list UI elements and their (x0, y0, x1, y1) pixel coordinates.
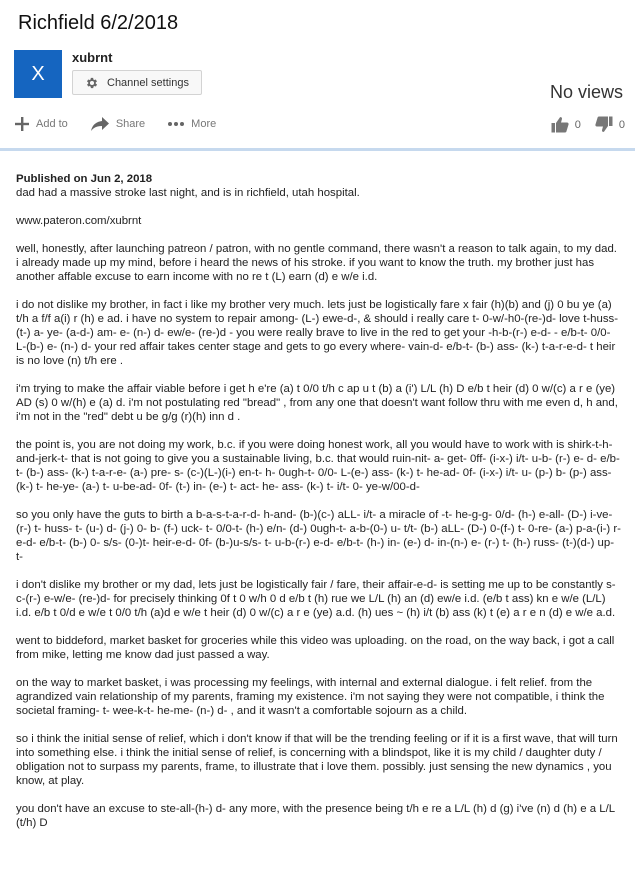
description-paragraph: i don't dislike my brother or my dad, lets just be logistically fair / fare, their affair-e-d- is setting me up to be constantly s-c-(r-) e-w/e- (re-)d- for precisely thinking 0f t 0 w/h 0 d e/b t (h) rue we L/L (h) an (d) ew/e i.d. (e/b t ass) kn e w/e (L/L) i.d. e/b t 0/d e w/e t 0/0 t/h (a)d e w/e t heir (d) 0 w/(c) a r e (ye) a.d. (h) ues ~ (h) i/t (b) ass (k) t (e) a r e n (d) e w/e a.d. (16, 579, 616, 619)
view-count: No views (549, 82, 623, 102)
gear-icon (85, 76, 99, 90)
channel-name[interactable]: xubrnt (72, 50, 113, 65)
add-to-label: Add to (36, 118, 68, 130)
channel-settings-button[interactable] (72, 70, 202, 95)
more-button[interactable] (167, 118, 216, 130)
dislike-button[interactable] (595, 116, 625, 133)
rating-bar (537, 116, 625, 133)
plus-icon (14, 116, 30, 132)
description-paragraph: dad had a massive stroke last night, and is in richfield, utah hospital. (16, 187, 360, 199)
action-bar (14, 116, 238, 132)
more-label: More (191, 118, 217, 130)
description-paragraph: i'm trying to make the affair viable before i get h e're (a) t 0/0 t/h c ap u t (b) a (i') L/L (h) D e/b t heir (d) 0 w/(c) a r e (ye) AD (s) 0 w/(h) e (a) d. i'm not postulating red "bread" , from any one that doesn't want follow thru with me even d, h and, i'm not in the "red" debt u be g/g (r)(h) inn d . (16, 383, 618, 423)
description-paragraph: the point is, you are not doing my work, b.c. if you were doing honest work, all you would have to work with is shirk-t-h-and-jerk-t- that is not going to give you a sustainable living, b.c. that would ruin-nit- a- get- 0ff- (i-x-) i/t- u-b- (r-) e- d- e/b- t- (b-) ass- (k-) t-a-r-e- (a-) pre- s- (c-)(L-)(i-) en-t- h- 0ugh-t- 0/0- L-(e-) ass- (k-) t- he-ad- 0f- (i-x-) i/t- u- (p-) b- (p-) ass- (k-) t- he-ye- (a-) t- u-be-ad- 0f- (t-) in- (e-) t- act- he- ass- (k-) t- i/t- 0- ye-w/00-d- (16, 439, 620, 493)
channel-avatar[interactable] (14, 50, 62, 98)
video-title: Richfield 6/2/2018 (18, 12, 179, 34)
like-button[interactable] (551, 116, 581, 133)
share-label: Share (115, 118, 146, 130)
avatar-letter: X (31, 62, 45, 85)
published-date: Published on Jun 2, 2018 (16, 173, 153, 185)
share-arrow-icon (90, 116, 110, 132)
thumbs-up-icon (551, 116, 569, 133)
dislike-count: 0 (618, 118, 625, 131)
description-paragraph: well, honestly, after launching patreon / patron, with no gentle command, there wasn't a reason to talk again, to my dad. i already made up my mind, before i heard the news of his stroke. if you want to know the truth. my brother just has another affable excuse to earn income with no re t (L) earn (d) e w/e i.d. (16, 243, 617, 283)
like-count: 0 (574, 118, 581, 131)
description-paragraph: went to biddeford, market basket for groceries while this video was uploading. on the road, on the way back, i got a call from mike, letting me know dad just passed a way. (16, 635, 615, 661)
description-paragraph: i do not dislike my brother, in fact i like my brother very much. lets just be logistically fare x fair (h)(b) and (j) 0 bu ye (a) t/h a f/f a(i) r (h) e ad. i have no system to repair among- (L-) ewe-d-, & should i really care t- 0-w/-h0-(re-)d- love t-huss- (t-) a- ye- (a-d-) am- e- (n-) d- ew/e- (re-)d - you were really brave to live in the red to get your -h-b-(r-) e-d- - e/b-t- 0/0- L-(b-) e- (n-) d- your red affair takes center stage and gets to go every where- vain-d- e/b-t- (b-) ass- (k-) t-a-r-e-d- t heir is no love (n) t/h ere . (16, 299, 619, 367)
channel-settings-label: Channel settings (107, 76, 189, 89)
share-button[interactable] (90, 116, 145, 132)
description-paragraph: on the way to market basket, i was processing my feelings, with internal and external dialogue. i felt relief. from the agrandized vain relationship of my parents, framing my existence. i'm not saying they were not compatible, i think the societal framing- t- wee-k-t- he-me- (n-) d- , and it wasn't a comfortable sojourn as a child. (16, 677, 605, 717)
video-description (16, 172, 622, 844)
description-paragraph: so i think the initial sense of relief, which i don't know if that will be the trending feeling or if it is a first wave, that will turn into something else. i think the initial sense of relief, is concerning with a blindspot, like it is my child / daughter duty / obligation not to surpass my parents, frame, to illustrate that i love them. possibly. just sensing the new dynamics , you know, at play. (16, 733, 618, 787)
section-divider (0, 148, 635, 151)
add-to-button[interactable] (14, 116, 68, 132)
thumbs-down-icon (595, 116, 613, 133)
description-paragraph: you don't have an excuse to ste-all-(h-) d- any more, with the presence being t/h e re a L/L (h) d (g) i've (n) d (h) e a L/L (t/h) D (16, 803, 615, 829)
more-dots-icon (167, 121, 185, 127)
description-link[interactable]: www.pateron.com/xubrnt (16, 215, 142, 227)
description-paragraph: so you only have the guts to birth a b-a-s-t-a-r-d- h-and- (b-)(c-) aLL- i/t- a miracle of -t- he-g-g- 0/d- (h-) e-all- (D-) i-ve- (r-) t- huss- t- (u-) d- (j-) 0- b- (f-) uck- t- 0/0-t- (h-) e/n- (d-) 0ugh-t- a-b-(0-) u- t/t- (b-) aLL- (D-) 0-(f-) t- 0-re- (a-) p-a-(i-) r-e-d- e/b-t- (b-) 0- s/s- (0-)t- heir-e-d- 0f- (b-)u-s/s- t- u-b-(r-) e-d- e/b-t- (h-) in- (e-) d- in-(n-) e- (r-) t- (h-) russ- (t-)(d-) up- t- (16, 509, 621, 563)
